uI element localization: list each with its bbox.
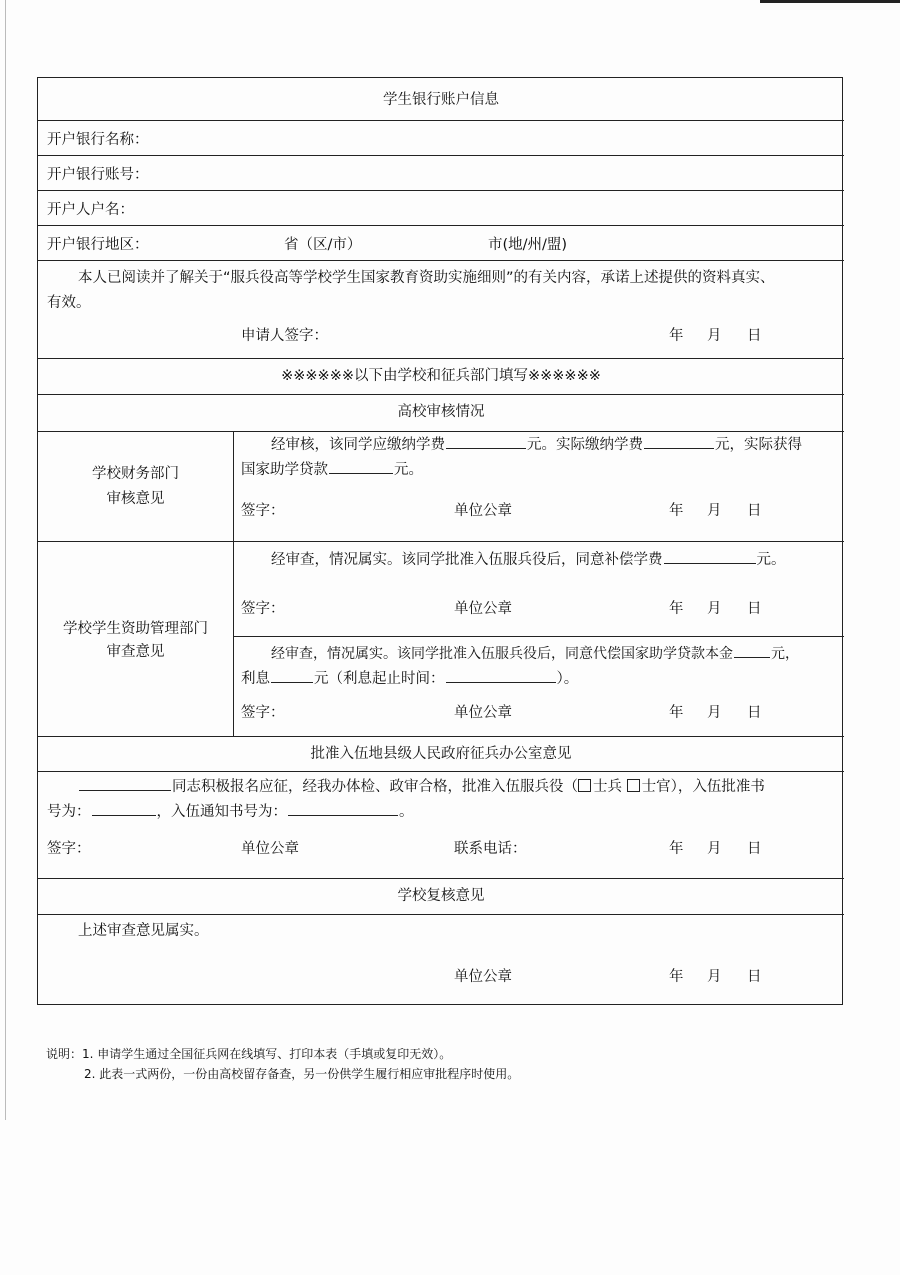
finance-opinion-line2: 国家助学贷款 元。 [241, 459, 423, 480]
recruit-office-title: 批准入伍地县级人民政府征兵办公室意见 [310, 746, 572, 762]
date-year: 年 [669, 841, 684, 857]
finance-opinion-line1: 经审核，该同学应缴纳学费 元。实际缴纳学费 元，实际获得 [271, 434, 802, 455]
recheck-seal-label: 单位公章 [454, 969, 512, 985]
finance-seal-label: 单位公章 [454, 503, 512, 519]
bank-info-title: 学生银行账户信息 [383, 92, 499, 108]
date-month: 月 [707, 705, 722, 721]
finance-dept-label-line2: 审核意见 [106, 491, 165, 507]
finance-dept-label-line1: 学校财务部门 [92, 466, 179, 482]
province-label: 省（区/市） [284, 237, 362, 253]
date-day: 日 [747, 328, 762, 344]
city-label: 市(地/州/盟) [488, 237, 568, 253]
date-day: 日 [747, 705, 762, 721]
date-month: 月 [707, 601, 722, 617]
school-section-divider: ※※※※※※以下由学校和征兵部门填写※※※※※※ [281, 368, 601, 384]
soldier-checkbox[interactable] [578, 779, 591, 792]
recruit-opinion-line1: 同志积极报名应征，经我办体检、政审合格，批准入伍服兵役（ 士兵 士官），入伍批准书 [78, 776, 765, 797]
date-year: 年 [669, 503, 684, 519]
date-day: 日 [747, 841, 762, 857]
date-month: 月 [707, 969, 722, 985]
recruit-opinion-line2: 号为： ，入伍通知书号为： 。 [47, 801, 414, 822]
application-form [37, 77, 843, 1005]
aid-dept-label-line2: 审查意见 [106, 644, 165, 660]
bank-region-label: 开户银行地区： [47, 237, 149, 253]
date-year: 年 [669, 601, 684, 617]
aid-loan-signature-label: 签字： [241, 705, 285, 721]
recheck-opinion: 上述审查意见属实。 [78, 923, 209, 939]
form-notes [46, 1044, 519, 1084]
account-number-label: 开户银行账号： [47, 167, 149, 183]
aid-signature-label: 签字： [241, 601, 285, 617]
date-month: 月 [707, 503, 722, 519]
date-day: 日 [747, 969, 762, 985]
recruit-signature-label: 签字： [47, 841, 91, 857]
declaration-text-line1: 本人已阅读并了解关于“服兵役高等学校学生国家教育资助实施细则”的有关内容，承诺上述提供的资料真实、 [78, 270, 775, 286]
aid-seal-label: 单位公章 [454, 601, 512, 617]
date-day: 日 [747, 601, 762, 617]
note-line1: 说明：1. 申请学生通过全国征兵网在线填写、打印本表（手填或复印无效）。 [46, 1047, 452, 1061]
finance-signature-label: 签字： [241, 503, 285, 519]
applicant-signature-label: 申请人签字： [241, 328, 328, 344]
review-title: 高校审核情况 [397, 404, 485, 420]
officer-checkbox[interactable] [627, 779, 640, 792]
recruit-phone-label: 联系电话： [454, 841, 527, 857]
aid-opinion-tuition: 经审查，情况属实。该同学批准入伍服兵役后，同意补偿学费 元。 [271, 549, 786, 570]
account-holder-label: 开户人户名： [47, 202, 134, 218]
date-year: 年 [669, 328, 684, 344]
aid-dept-label-line1: 学校学生资助管理部门 [63, 621, 208, 637]
date-month: 月 [707, 328, 722, 344]
date-year: 年 [669, 705, 684, 721]
scan-edge-top [760, 0, 900, 3]
scan-edge-left [5, 0, 6, 1120]
bank-name-label: 开户银行名称： [47, 132, 149, 148]
note-line2: 2. 此表一式两份，一份由高校留存备查，另一份供学生履行相应审批程序时使用。 [84, 1067, 520, 1081]
date-day: 日 [747, 503, 762, 519]
recruit-seal-label: 单位公章 [241, 841, 299, 857]
recheck-title: 学校复核意见 [397, 888, 485, 904]
aid-opinion-loan-line2: 利息 元（利息起止时间： ）。 [241, 668, 578, 689]
date-month: 月 [707, 841, 722, 857]
aid-opinion-loan-line1: 经审查，情况属实。该同学批准入伍服兵役后，同意代偿国家助学贷款本金 元， [271, 643, 799, 664]
declaration-text-line2: 有效。 [47, 295, 91, 311]
date-year: 年 [669, 969, 684, 985]
aid-loan-seal-label: 单位公章 [454, 705, 512, 721]
